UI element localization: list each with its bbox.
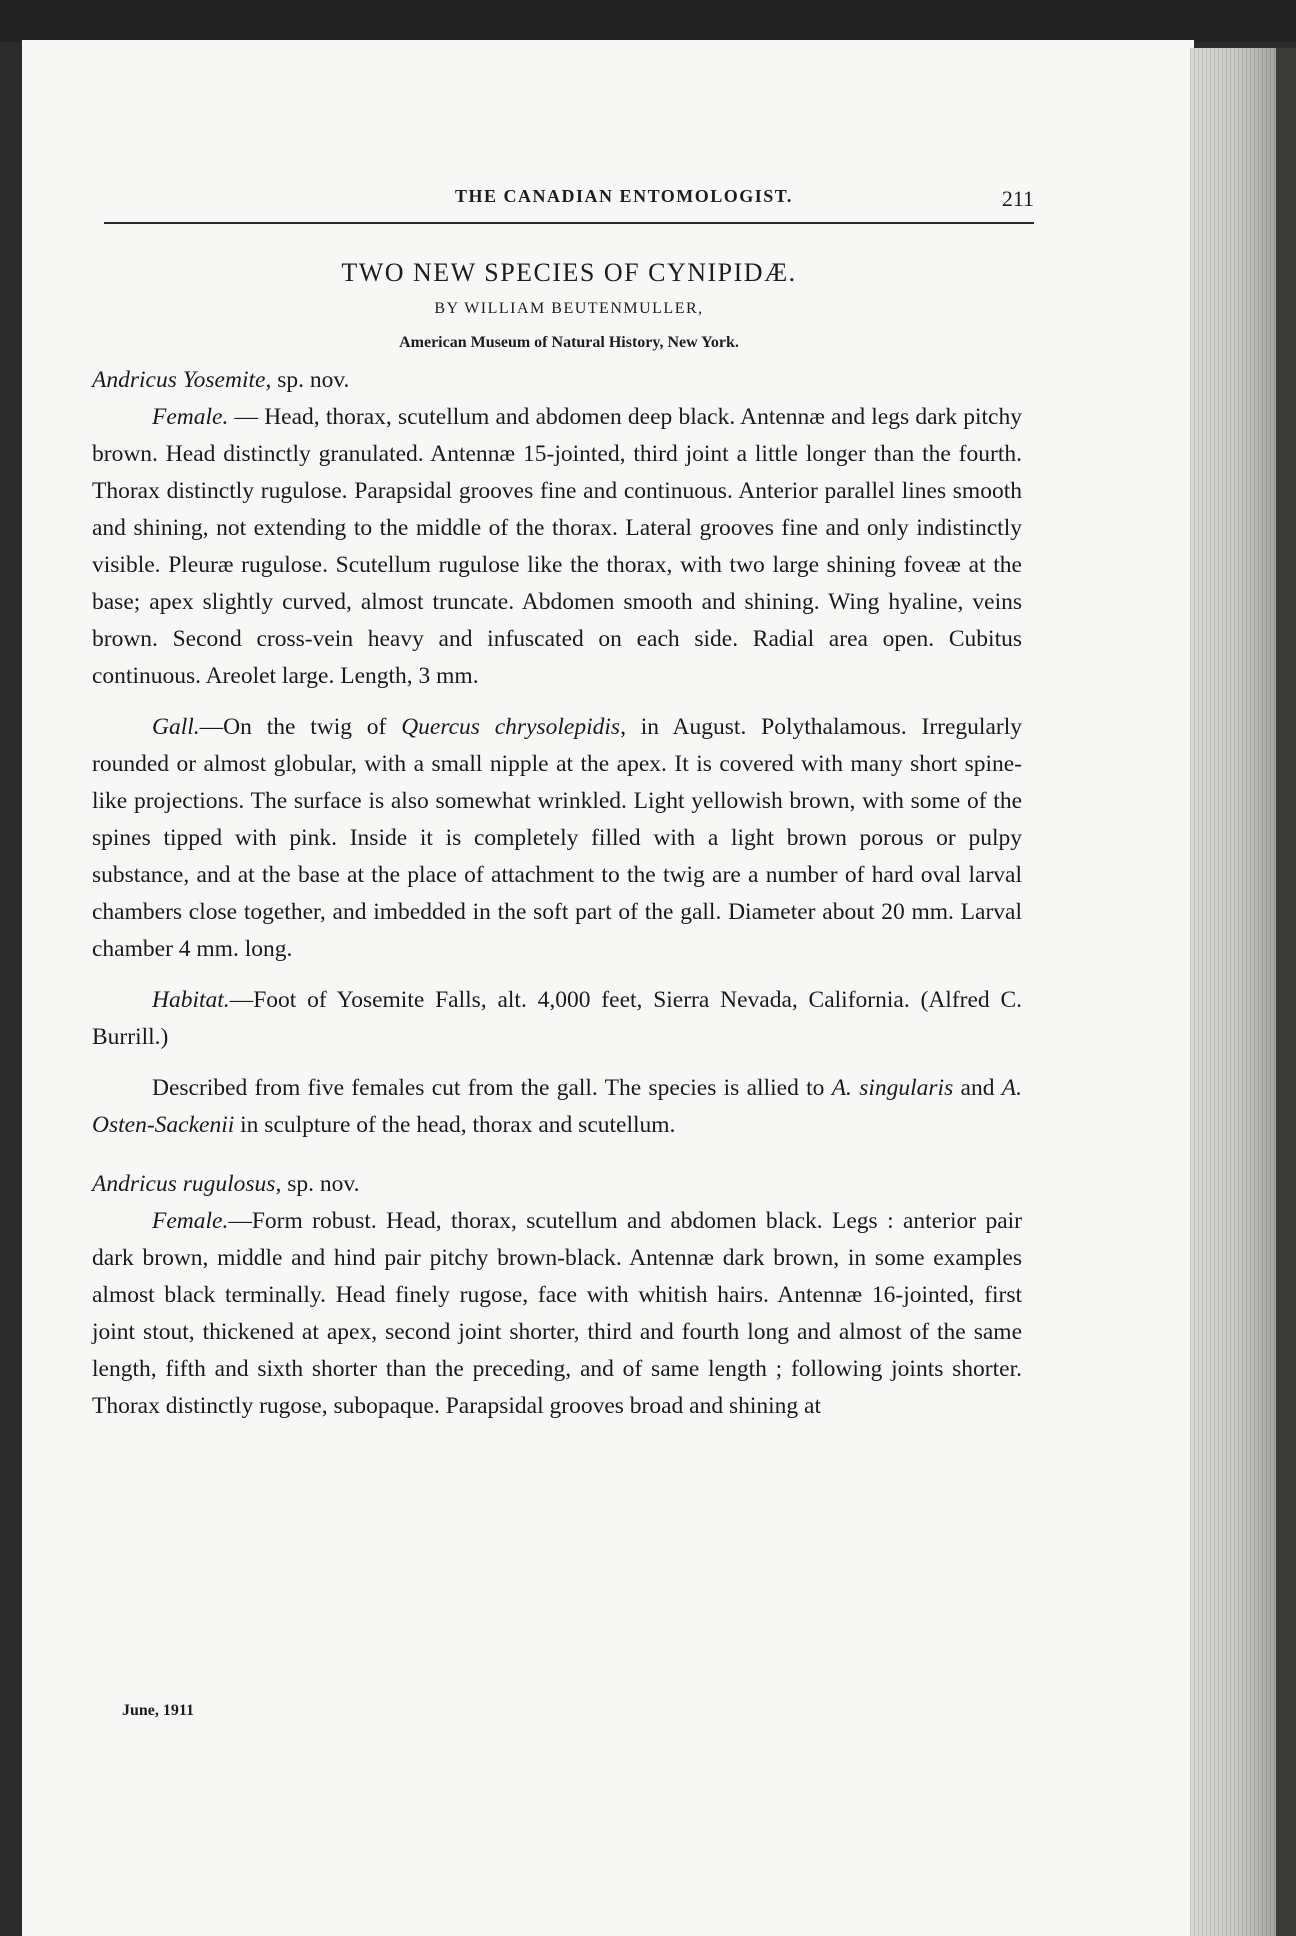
species1-gall-label: Gall.: [152, 714, 200, 740]
species1-heading: [92, 362, 1022, 399]
species1-female-paragraph: [92, 399, 1022, 695]
species1-gall-paragraph: [92, 709, 1022, 968]
species1-suffix: , sp. nov.: [265, 367, 350, 393]
species1-ally1: A. singularis: [831, 1075, 954, 1101]
species2-heading: [92, 1166, 1022, 1203]
article-body: [92, 362, 1022, 1425]
article-title: TWO NEW SPECIES OF CYNIPIDÆ.: [341, 258, 797, 287]
species2-female-paragraph: [92, 1203, 1022, 1425]
species1-described-a: Described from five females cut from the gall. The species is allied to: [152, 1075, 832, 1101]
species1-ally2: A. Osten-Sackenii: [92, 1075, 1022, 1138]
species2-name: Andricus rugulosus: [92, 1171, 276, 1197]
species2-suffix: , sp. nov.: [275, 1171, 360, 1197]
author-affiliation: American Museum of Natural History, New York.: [399, 334, 739, 351]
species1-name: Andricus Yosemite: [92, 367, 266, 393]
scan-border-top: [0, 0, 1296, 42]
species1-habitat-paragraph: [92, 982, 1022, 1056]
species1-described-c: in sculpture of the head, thorax and scutellum.: [234, 1112, 676, 1138]
species1-described-paragraph: [92, 1070, 1022, 1144]
species1-female-label: Female.: [152, 404, 229, 430]
species1-gall-host: Quercus chrysolepidis: [401, 714, 621, 740]
species1-gall-text-a: —On the twig of: [199, 714, 402, 740]
species1-described-b: and: [953, 1075, 1002, 1101]
book-cover-edge: [1276, 48, 1296, 1936]
page-number: 211: [1001, 186, 1034, 211]
species1-female-text: — Head, thorax, scutellum and abdomen deep black. Antennæ and legs dark pitchy brown. Head distinctly granulated. Antennæ 15-jointed, third joint a little longer than the fourth. Thorax distinctly rugulose. Parapsidal grooves fine and continuous. Anterior parallel lines smooth and shining, not extending to the middle of the thorax. Lateral grooves fine and only indistinctly visible. Pleuræ rugulose. Scutellum rugulose like the thorax, with two large shining foveæ at the base; apex slightly curved, almost truncate. Abdomen smooth and shining. Wing hyaline, veins brown. Second cross-vein heavy and infuscated on each side. Radial area open. Cubitus continuous. Areolet large. Length, 3 mm.: [92, 404, 1022, 689]
species2-female-text: —Form robust. Head, thorax, scutellum and abdomen black. Legs : anterior pair dark brown, middle and hind pair pitchy brown-black. Antennæ dark brown, in some examples almost black terminally. Head finely rugose, face with whitish hairs. Antennæ 16-jointed, first joint stout, thickened at apex, second joint shorter, third and fourth long and almost of the same length, fifth and sixth shorter than the preceding, and of same length ; following joints shorter. Thorax distinctly rugose, subopaque. Parapsidal grooves broad and shining at: [92, 1208, 1022, 1419]
species1-gall-text-b: , in August. Polythalamous. Irregularly rounded or almost globular, with a small nipple at the apex. It is covered with many short spine-like projections. The surface is also somewhat wrinkled. Light yellowish brown, with some of the spines tipped with pink. Inside it is completely filled with a light brown porous or pulpy substance, and at the base at the place of attachment to the twig are a number of hard oval larval chambers close together, and imbedded in the soft part of the gall. Diameter about 20 mm. Larval chamber 4 mm. long.: [92, 714, 1022, 962]
article-byline: BY WILLIAM BEUTENMULLER,: [434, 300, 704, 317]
species1-habitat-label: Habitat.: [152, 987, 230, 1013]
issue-date-footer: June, 1911: [122, 1702, 195, 1719]
journal-title: THE CANADIAN ENTOMOLOGIST.: [455, 186, 793, 206]
running-header: [104, 186, 1034, 216]
header-rule: [104, 222, 1034, 224]
species2-female-label: Female.: [152, 1208, 229, 1234]
species1-habitat-text: —Foot of Yosemite Falls, alt. 4,000 feet, Sierra Nevada, California. (Alfred C. Burrill.): [92, 987, 1022, 1050]
